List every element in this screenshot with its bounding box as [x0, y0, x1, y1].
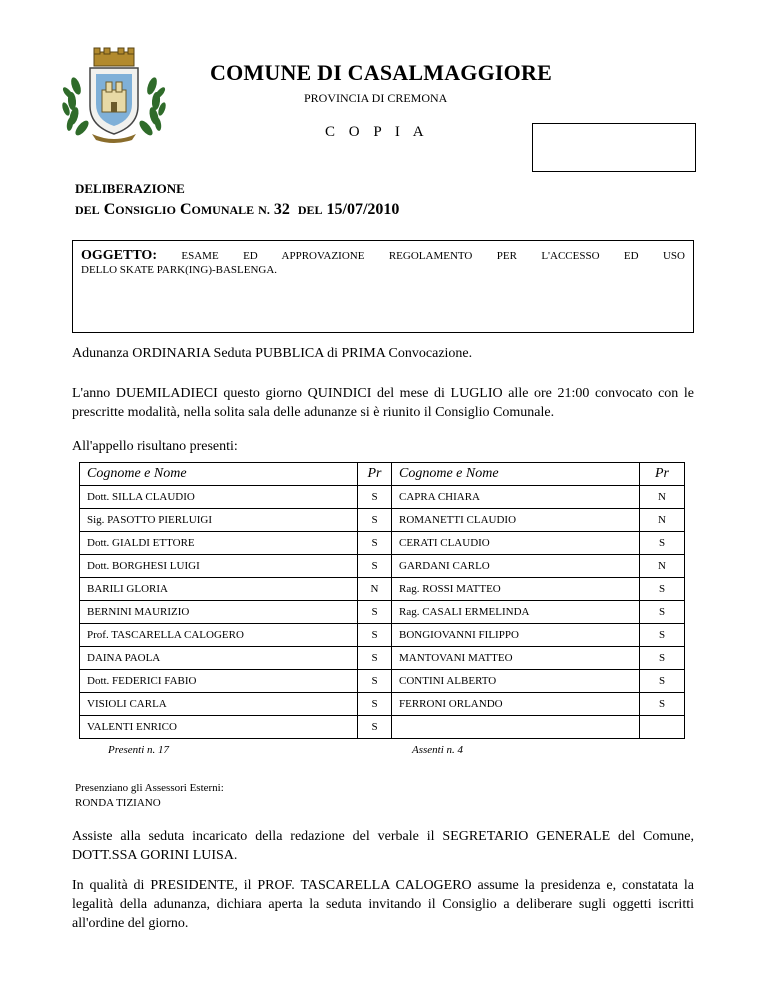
presence-mark: S	[358, 486, 392, 509]
member-name: FERRONI ORLANDO	[392, 693, 640, 716]
presence-mark: S	[358, 693, 392, 716]
member-name: BARILI GLORIA	[80, 578, 358, 601]
attendance-table	[79, 462, 685, 739]
member-name: Prof. TASCARELLA CALOGERO	[80, 624, 358, 647]
member-name: CONTINI ALBERTO	[392, 670, 640, 693]
consiglio-initial: C	[103, 201, 116, 218]
subject-label: OGGETTO:	[81, 248, 157, 263]
table-header-row	[80, 463, 685, 486]
header-name: Cognome e Nome	[80, 463, 358, 486]
table-row	[80, 486, 685, 509]
absent-count: Assenti n. 4	[412, 744, 464, 756]
member-name: VISIOLI CARLA	[80, 693, 358, 716]
consiglio-rest: ONSIGLIO	[115, 203, 176, 217]
presence-mark: N	[640, 486, 685, 509]
subject-text-1: ESAME ED APPROVAZIONE REGOLAMENTO PER L'ACCESSO ED USO	[181, 250, 685, 262]
member-name: Dott. SILLA CLAUDIO	[80, 486, 358, 509]
deliberation-heading: DELIBERAZIONE	[75, 181, 185, 196]
presence-mark: S	[358, 532, 392, 555]
comunale-initial: C	[179, 201, 192, 218]
subject-line-1	[81, 248, 685, 264]
comunale-rest: OMUNALE	[191, 203, 255, 217]
member-name: Rag. ROSSI MATTEO	[392, 578, 640, 601]
deliberation-number: 32	[273, 201, 290, 218]
presidency-paragraph: In qualità di PRESIDENTE, il PROF. TASCARELLA CALOGERO assume la presidenza e, constatata la legalità della adunanza, dichiara aperta la seduta invitando il Consiglio a deliberare sugli oggetti iscritti all'ordine del giorno.	[72, 878, 694, 931]
presence-mark: S	[358, 555, 392, 578]
municipality-title: COMUNE DI CASALMAGGIORE	[210, 60, 552, 85]
presence-mark: S	[640, 647, 685, 670]
member-name: CERATI CLAUDIO	[392, 532, 640, 555]
presence-mark: S	[640, 601, 685, 624]
member-name: VALENTI ENRICO	[80, 716, 358, 739]
presence-mark: N	[640, 555, 685, 578]
deliberation-date: 15/07/2010	[326, 201, 400, 218]
intro-paragraph: L'anno DUEMILADIECI questo giorno QUINDICI del mese di LUGLIO alle ore 21:00 convocato con le prescritte modalità, nella solita sala delle adunanze si è riunito il Consiglio Comunale.	[72, 386, 694, 420]
presence-mark: S	[358, 647, 392, 670]
subject-line-2: DELLO SKATE PARK(ING)-BASLENGA.	[81, 264, 278, 276]
header-name: Cognome e Nome	[392, 463, 640, 486]
table-row	[80, 670, 685, 693]
table-row	[80, 693, 685, 716]
member-name: CAPRA CHIARA	[392, 486, 640, 509]
presence-mark: S	[358, 509, 392, 532]
del-prefix: DEL	[75, 203, 100, 217]
member-name: ROMANETTI CLAUDIO	[392, 509, 640, 532]
table-row	[80, 532, 685, 555]
presence-mark: N	[640, 509, 685, 532]
header-presence: Pr	[358, 463, 392, 486]
member-name: Dott. GIALDI ETTORE	[80, 532, 358, 555]
member-name: Sig. PASOTTO PIERLUIGI	[80, 509, 358, 532]
presence-mark: S	[640, 670, 685, 693]
presence-mark: S	[640, 624, 685, 647]
header-presence: Pr	[640, 463, 685, 486]
table-row	[80, 624, 685, 647]
number-label: N.	[258, 203, 270, 217]
member-name: BONGIOVANNI FILIPPO	[392, 624, 640, 647]
presence-mark	[640, 716, 685, 739]
presence-mark: S	[358, 716, 392, 739]
present-count: Presenti n. 17	[108, 744, 169, 756]
province-label: PROVINCIA DI CREMONA	[304, 91, 448, 105]
presence-mark: S	[358, 601, 392, 624]
roll-call-label: All'appello risultano presenti:	[72, 439, 238, 454]
presence-mark: S	[358, 670, 392, 693]
table-row	[80, 578, 685, 601]
member-name: MANTOVANI MATTEO	[392, 647, 640, 670]
date-label: DEL	[297, 203, 323, 217]
member-name: BERNINI MAURIZIO	[80, 601, 358, 624]
member-name	[392, 716, 640, 739]
table-row	[80, 509, 685, 532]
deliberation-number-line	[75, 201, 399, 219]
assessors-names: RONDA TIZIANO	[75, 797, 161, 809]
presence-mark: S	[640, 532, 685, 555]
member-name: DAINA PAOLA	[80, 647, 358, 670]
coat-of-arms-icon	[62, 46, 166, 146]
presence-mark: S	[358, 624, 392, 647]
presence-mark: S	[640, 693, 685, 716]
member-name: Dott. FEDERICI FABIO	[80, 670, 358, 693]
session-line: Adunanza ORDINARIA Seduta PUBBLICA di PRIMA Convocazione.	[72, 346, 473, 361]
member-name: Dott. BORGHESI LUIGI	[80, 555, 358, 578]
stamp-box	[532, 123, 696, 172]
table-row	[80, 601, 685, 624]
member-name: GARDANI CARLO	[392, 555, 640, 578]
table-row	[80, 555, 685, 578]
presence-mark: N	[358, 578, 392, 601]
assessors-label: Presenziano gli Assessori Esterni:	[75, 782, 224, 794]
presence-mark: S	[640, 578, 685, 601]
table-row	[80, 716, 685, 739]
table-row	[80, 647, 685, 670]
copy-label: C O P I A	[325, 124, 429, 140]
member-name: Rag. CASALI ERMELINDA	[392, 601, 640, 624]
secretary-paragraph: Assiste alla seduta incaricato della redazione del verbale il SEGRETARIO GENERALE del Comune, DOTT.SSA GORINI LUISA.	[72, 829, 694, 863]
